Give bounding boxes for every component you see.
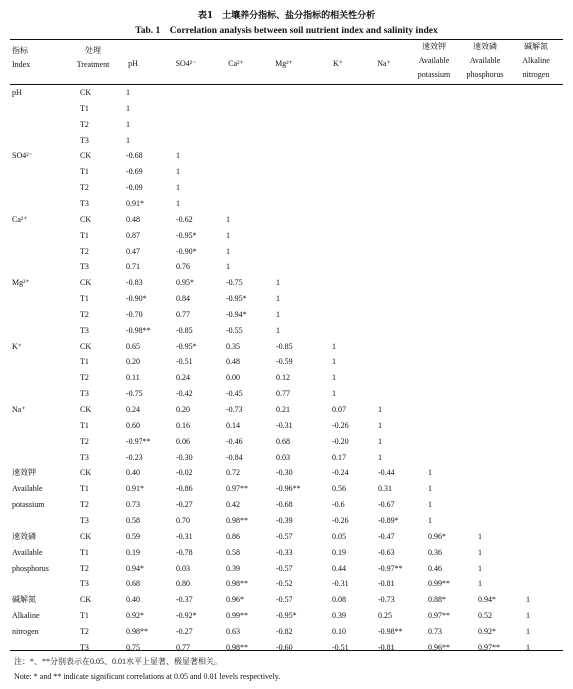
table-cell: 1 bbox=[378, 420, 382, 430]
table-cell: -0.70 bbox=[126, 309, 143, 319]
table-cell: 0.16 bbox=[176, 420, 190, 430]
table-cell: 1 bbox=[276, 294, 280, 304]
row-treatment: CK bbox=[80, 405, 92, 414]
table-cell: -0.26 bbox=[332, 420, 349, 430]
row-treatment: CK bbox=[80, 214, 92, 224]
row-treatment: T1 bbox=[80, 230, 89, 240]
table-cell: 1 bbox=[526, 611, 530, 621]
table-cell: 1 bbox=[428, 484, 432, 494]
table-cell: 1 bbox=[428, 500, 432, 510]
row-treatment: T3 bbox=[80, 579, 89, 589]
table-cell: 1 bbox=[126, 103, 130, 113]
table-cell: -0.39 bbox=[276, 515, 293, 525]
row-index-label: SO4²⁻ bbox=[12, 151, 33, 161]
table-cell: 1 bbox=[176, 183, 180, 193]
table-cell: 1 bbox=[126, 119, 130, 129]
table-cell: -0.81 bbox=[378, 579, 395, 589]
table-cell: -0.73 bbox=[226, 405, 243, 414]
table-title-cn: 表1 土壤养分指标、盐分指标的相关性分析 bbox=[197, 11, 376, 21]
header-col: Available bbox=[469, 56, 501, 65]
table-cell: -0.33 bbox=[276, 547, 293, 557]
table-cell: 0.80 bbox=[176, 579, 190, 589]
table-cell: -0.6 bbox=[332, 500, 345, 510]
table-cell: -0.90* bbox=[126, 294, 147, 304]
table-cell: 0.88* bbox=[428, 595, 446, 605]
table-cell: -0.83 bbox=[126, 278, 143, 288]
table-cell: -0.98** bbox=[126, 325, 151, 335]
table-cell: -0.42 bbox=[176, 389, 193, 399]
table-cell: 1 bbox=[478, 579, 482, 589]
table-cell: 1 bbox=[226, 262, 230, 272]
header-col: Mg²⁺ bbox=[275, 59, 293, 68]
table-cell: 0.10 bbox=[332, 626, 346, 636]
row-index-label: Mg²⁺ bbox=[12, 278, 30, 288]
table-cell: 0.17 bbox=[332, 452, 346, 462]
header-treatment: Treatment bbox=[76, 60, 110, 69]
table-cell: -0.52 bbox=[276, 579, 293, 589]
table-cell: -0.51 bbox=[176, 357, 193, 367]
header-col: Available bbox=[418, 56, 450, 65]
table-cell: -0.95* bbox=[226, 294, 247, 304]
table-cell: -0.82 bbox=[276, 626, 293, 636]
table-cell: -0.44 bbox=[378, 468, 395, 478]
row-treatment: T3 bbox=[80, 135, 89, 145]
row-index-label: 速效磷 bbox=[12, 531, 36, 541]
table-cell: 0.73 bbox=[428, 626, 442, 636]
table-cell: 0.91* bbox=[126, 484, 144, 494]
table-cell: -0.69 bbox=[126, 167, 143, 177]
header-rule bbox=[10, 84, 563, 85]
table-cell: 0.40 bbox=[126, 468, 140, 478]
table-cell: -0.85 bbox=[176, 325, 193, 335]
table-cell: -0.85 bbox=[276, 341, 293, 351]
row-index-label: pH bbox=[12, 88, 22, 97]
header-index: Index bbox=[12, 60, 31, 69]
table-cell: -0.37 bbox=[176, 595, 193, 605]
table-cell: -0.81 bbox=[378, 642, 395, 652]
table-cell: -0.30 bbox=[276, 468, 293, 478]
note-en: Note: * and ** indicate significant correlations at 0.05 and 0.01 levels respectively. bbox=[14, 672, 281, 681]
table-cell: -0.57 bbox=[276, 595, 293, 605]
table-cell: 0.73 bbox=[126, 500, 140, 510]
header-col: Na⁺ bbox=[377, 59, 391, 68]
table-cell: -0.62 bbox=[176, 214, 193, 224]
table-cell: 0.19 bbox=[332, 547, 346, 557]
row-index-label: phosphorus bbox=[12, 563, 49, 573]
row-treatment: T1 bbox=[80, 611, 89, 621]
header-col: potassium bbox=[417, 70, 451, 79]
table-cell: 1 bbox=[478, 563, 482, 573]
row-index-label: Alkaline bbox=[12, 611, 40, 621]
row-treatment: T2 bbox=[80, 436, 89, 446]
table-cell: -0.63 bbox=[378, 547, 395, 557]
row-treatment: T3 bbox=[80, 198, 89, 208]
table-cell: 1 bbox=[176, 151, 180, 161]
table-cell: 0.25 bbox=[378, 611, 392, 621]
table-cell: -0.47 bbox=[378, 531, 395, 541]
table-cell: -0.31 bbox=[176, 531, 193, 541]
table-cell: 0.98** bbox=[226, 515, 248, 525]
table-cell: 0.92* bbox=[126, 611, 144, 621]
table-cell: -0.51 bbox=[332, 642, 349, 652]
table-cell: 0.86 bbox=[226, 531, 240, 541]
table-cell: 0.84 bbox=[176, 294, 190, 304]
row-treatment: T3 bbox=[80, 452, 89, 462]
header-col: Ca²⁺ bbox=[228, 59, 244, 68]
row-treatment: T2 bbox=[80, 626, 89, 636]
table-cell: 0.59 bbox=[126, 531, 140, 541]
table-cell: 0.98** bbox=[126, 626, 148, 636]
row-index-label: 碱解氮 bbox=[12, 595, 36, 605]
row-index-label: potassium bbox=[12, 500, 45, 510]
table-cell: 0.00 bbox=[226, 373, 240, 383]
table-cell: -0.92* bbox=[176, 611, 197, 621]
table-cell: 0.76 bbox=[176, 262, 190, 272]
row-treatment: T2 bbox=[80, 309, 89, 319]
row-index-label: Available bbox=[12, 484, 43, 494]
table-cell: 0.56 bbox=[332, 484, 346, 494]
table-cell: 1 bbox=[226, 246, 230, 256]
table-cell: -0.23 bbox=[126, 452, 143, 462]
table-cell: 0.75 bbox=[126, 642, 140, 652]
table-cell: 0.97** bbox=[478, 642, 500, 652]
table-cell: 0.05 bbox=[332, 531, 346, 541]
row-treatment: T2 bbox=[80, 246, 89, 256]
table-cell: -0.60 bbox=[276, 642, 293, 652]
table-cell: 1 bbox=[176, 167, 180, 177]
row-treatment: CK bbox=[80, 341, 92, 351]
table-cell: -0.24 bbox=[332, 468, 349, 478]
table-cell: 1 bbox=[226, 214, 230, 224]
table-cell: 0.21 bbox=[276, 405, 290, 414]
table-cell: 1 bbox=[332, 373, 336, 383]
row-treatment: T1 bbox=[80, 357, 89, 367]
table-cell: 1 bbox=[332, 341, 336, 351]
table-cell: 0.71 bbox=[126, 262, 140, 272]
table-cell: 0.68 bbox=[126, 579, 140, 589]
row-treatment: T1 bbox=[80, 420, 89, 430]
row-treatment: T1 bbox=[80, 547, 89, 557]
table-cell: -0.31 bbox=[332, 579, 349, 589]
table-cell: 0.97** bbox=[428, 611, 450, 621]
table-cell: -0.97** bbox=[126, 436, 151, 446]
table-cell: 1 bbox=[276, 278, 280, 288]
table-cell: -0.73 bbox=[378, 595, 395, 605]
table-title-en: Tab. 1 Correlation analysis between soil nutrient index and salinity index bbox=[135, 26, 438, 36]
row-index-label: Na⁺ bbox=[12, 405, 26, 414]
table-cell: -0.55 bbox=[226, 325, 243, 335]
table-cell: 0.24 bbox=[126, 405, 140, 414]
table-cell: 1 bbox=[276, 325, 280, 335]
table-cell: 1 bbox=[526, 642, 530, 652]
header-col: K⁺ bbox=[333, 59, 343, 68]
header-treatment: 处理 bbox=[85, 46, 101, 55]
table-cell: 0.63 bbox=[226, 626, 240, 636]
table-cell: 0.96** bbox=[428, 642, 450, 652]
table-cell: 0.39 bbox=[226, 563, 240, 573]
table-cell: -0.96** bbox=[276, 484, 301, 494]
table-cell: -0.89* bbox=[378, 515, 399, 525]
table-cell: 0.87 bbox=[126, 230, 140, 240]
table-cell: 0.77 bbox=[276, 389, 290, 399]
table-cell: -0.90* bbox=[176, 246, 197, 256]
row-treatment: CK bbox=[80, 531, 92, 541]
table-cell: 0.96* bbox=[428, 531, 446, 541]
table-cell: 0.96* bbox=[226, 595, 244, 605]
table-cell: -0.98** bbox=[378, 626, 403, 636]
row-treatment: CK bbox=[80, 595, 92, 605]
row-treatment: T2 bbox=[80, 119, 89, 129]
table-cell: 0.72 bbox=[226, 468, 240, 478]
table-cell: 0.35 bbox=[226, 341, 240, 351]
row-treatment: T2 bbox=[80, 373, 89, 383]
note-cn: 注：*、**分别表示在0.05、0.01水平上显著、极显著相关。 bbox=[14, 657, 222, 666]
row-treatment: T3 bbox=[80, 642, 89, 652]
table-cell: 0.08 bbox=[332, 595, 346, 605]
table-cell: 0.94* bbox=[478, 595, 496, 605]
row-index-label: 速效钾 bbox=[12, 468, 36, 478]
table-cell: 0.03 bbox=[276, 452, 290, 462]
header-col: Alkaline bbox=[522, 56, 550, 65]
table-cell: -0.09 bbox=[126, 183, 143, 193]
table-cell: 0.94* bbox=[126, 563, 144, 573]
table-cell: 1 bbox=[332, 357, 336, 367]
table-cell: -0.30 bbox=[176, 452, 193, 462]
table-cell: 0.77 bbox=[176, 642, 190, 652]
row-treatment: CK bbox=[80, 88, 92, 97]
row-treatment: T3 bbox=[80, 325, 89, 335]
header-col: 速效钾 bbox=[422, 42, 446, 51]
table-cell: 0.03 bbox=[176, 563, 190, 573]
table-cell: 0.92* bbox=[478, 626, 496, 636]
table-cell: -0.26 bbox=[332, 515, 349, 525]
table-cell: 0.48 bbox=[126, 214, 140, 224]
table-cell: 0.48 bbox=[226, 357, 240, 367]
table-cell: 0.58 bbox=[226, 547, 240, 557]
table-cell: 0.58 bbox=[126, 515, 140, 525]
row-treatment: T2 bbox=[80, 563, 89, 573]
table-cell: -0.84 bbox=[226, 452, 243, 462]
table-cell: -0.46 bbox=[226, 436, 243, 446]
header-index: 指标 bbox=[12, 46, 28, 55]
row-index-label: nitrogen bbox=[12, 626, 39, 636]
table-cell: 0.19 bbox=[126, 547, 140, 557]
table-cell: 0.98** bbox=[226, 579, 248, 589]
table-cell: -0.57 bbox=[276, 531, 293, 541]
table-cell: 0.68 bbox=[276, 436, 290, 446]
table-cell: 1 bbox=[276, 309, 280, 319]
table-cell: 1 bbox=[332, 389, 336, 399]
table-cell: 1 bbox=[478, 547, 482, 557]
table-cell: -0.75 bbox=[226, 278, 243, 288]
table-cell: -0.94* bbox=[226, 309, 247, 319]
table-cell: 0.42 bbox=[226, 500, 240, 510]
table-cell: -0.86 bbox=[176, 484, 193, 494]
table-cell: 1 bbox=[378, 452, 382, 462]
table-cell: -0.27 bbox=[176, 626, 193, 636]
table-cell: 0.07 bbox=[332, 405, 346, 414]
table-cell: 1 bbox=[126, 135, 130, 145]
row-treatment: T3 bbox=[80, 262, 89, 272]
table-cell: -0.27 bbox=[176, 500, 193, 510]
table-cell: 0.44 bbox=[332, 563, 346, 573]
table-cell: 0.70 bbox=[176, 515, 190, 525]
table-cell: 1 bbox=[478, 531, 482, 541]
row-treatment: T1 bbox=[80, 484, 89, 494]
table-cell: 0.52 bbox=[478, 611, 492, 621]
table-cell: 1 bbox=[378, 405, 382, 414]
row-treatment: T1 bbox=[80, 167, 89, 177]
table-cell: 0.14 bbox=[226, 420, 240, 430]
top-rule bbox=[10, 39, 563, 40]
row-treatment: CK bbox=[80, 468, 92, 478]
table-cell: 0.60 bbox=[126, 420, 140, 430]
table-cell: -0.68 bbox=[276, 500, 293, 510]
table-cell: 0.20 bbox=[126, 357, 140, 367]
table-cell: 1 bbox=[526, 626, 530, 636]
row-treatment: T1 bbox=[80, 294, 89, 304]
table-cell: 0.47 bbox=[126, 246, 140, 256]
table-cell: 0.99** bbox=[428, 579, 450, 589]
table-cell: -0.95* bbox=[276, 611, 297, 621]
table-cell: 0.40 bbox=[126, 595, 140, 605]
header-col: nitrogen bbox=[522, 70, 550, 79]
table-cell: 0.11 bbox=[126, 373, 140, 383]
row-index-label: K⁺ bbox=[12, 341, 22, 351]
table-cell: 0.36 bbox=[428, 547, 442, 557]
header-col: SO4²⁻ bbox=[175, 59, 197, 68]
header-col: 速效磷 bbox=[473, 42, 497, 51]
header-col: pH bbox=[128, 59, 138, 68]
table-cell: -0.67 bbox=[378, 500, 395, 510]
row-treatment: T2 bbox=[80, 183, 89, 193]
table-cell: 0.46 bbox=[428, 563, 442, 573]
table-cell: -0.20 bbox=[332, 436, 349, 446]
table-cell: 1 bbox=[526, 595, 530, 605]
table-cell: -0.02 bbox=[176, 468, 193, 478]
table-cell: -0.95* bbox=[176, 341, 197, 351]
table-cell: 0.39 bbox=[332, 611, 346, 621]
table-cell: -0.97** bbox=[378, 563, 403, 573]
table-cell: 0.31 bbox=[378, 484, 392, 494]
table-cell: 1 bbox=[126, 88, 130, 97]
table-cell: -0.75 bbox=[126, 389, 143, 399]
row-index-label: Ca²⁺ bbox=[12, 214, 28, 224]
table-cell: -0.95* bbox=[176, 230, 197, 240]
row-treatment: T1 bbox=[80, 103, 89, 113]
table-cell: -0.57 bbox=[276, 563, 293, 573]
table-cell: 1 bbox=[378, 436, 382, 446]
table-cell: 0.24 bbox=[176, 373, 190, 383]
row-treatment: CK bbox=[80, 151, 92, 161]
table-cell: 0.77 bbox=[176, 309, 190, 319]
row-treatment: CK bbox=[80, 278, 92, 288]
table-cell: 1 bbox=[428, 515, 432, 525]
table-cell: -0.68 bbox=[126, 151, 143, 161]
row-treatment: T3 bbox=[80, 515, 89, 525]
table-cell: 0.91* bbox=[126, 198, 144, 208]
table-cell: 0.97** bbox=[226, 484, 248, 494]
table-cell: 0.20 bbox=[176, 405, 190, 414]
table-cell: 0.12 bbox=[276, 373, 290, 383]
table-cell: -0.31 bbox=[276, 420, 293, 430]
table-cell: 0.65 bbox=[126, 341, 140, 351]
table-cell: 0.99** bbox=[226, 611, 248, 621]
row-treatment: T3 bbox=[80, 389, 89, 399]
row-index-label: Available bbox=[12, 547, 43, 557]
table-cell: 1 bbox=[428, 468, 432, 478]
header-col: phosphorus bbox=[466, 70, 504, 79]
table-cell: -0.45 bbox=[226, 389, 243, 399]
header-col: 碱解氮 bbox=[524, 42, 548, 51]
table-cell: 1 bbox=[226, 230, 230, 240]
table-cell: 0.95* bbox=[176, 278, 194, 288]
table-cell: 1 bbox=[176, 198, 180, 208]
row-treatment: T2 bbox=[80, 500, 89, 510]
table-cell: 0.98** bbox=[226, 642, 248, 652]
table-cell: 0.06 bbox=[176, 436, 190, 446]
table-cell: -0.59 bbox=[276, 357, 293, 367]
table-cell: -0.78 bbox=[176, 547, 193, 557]
